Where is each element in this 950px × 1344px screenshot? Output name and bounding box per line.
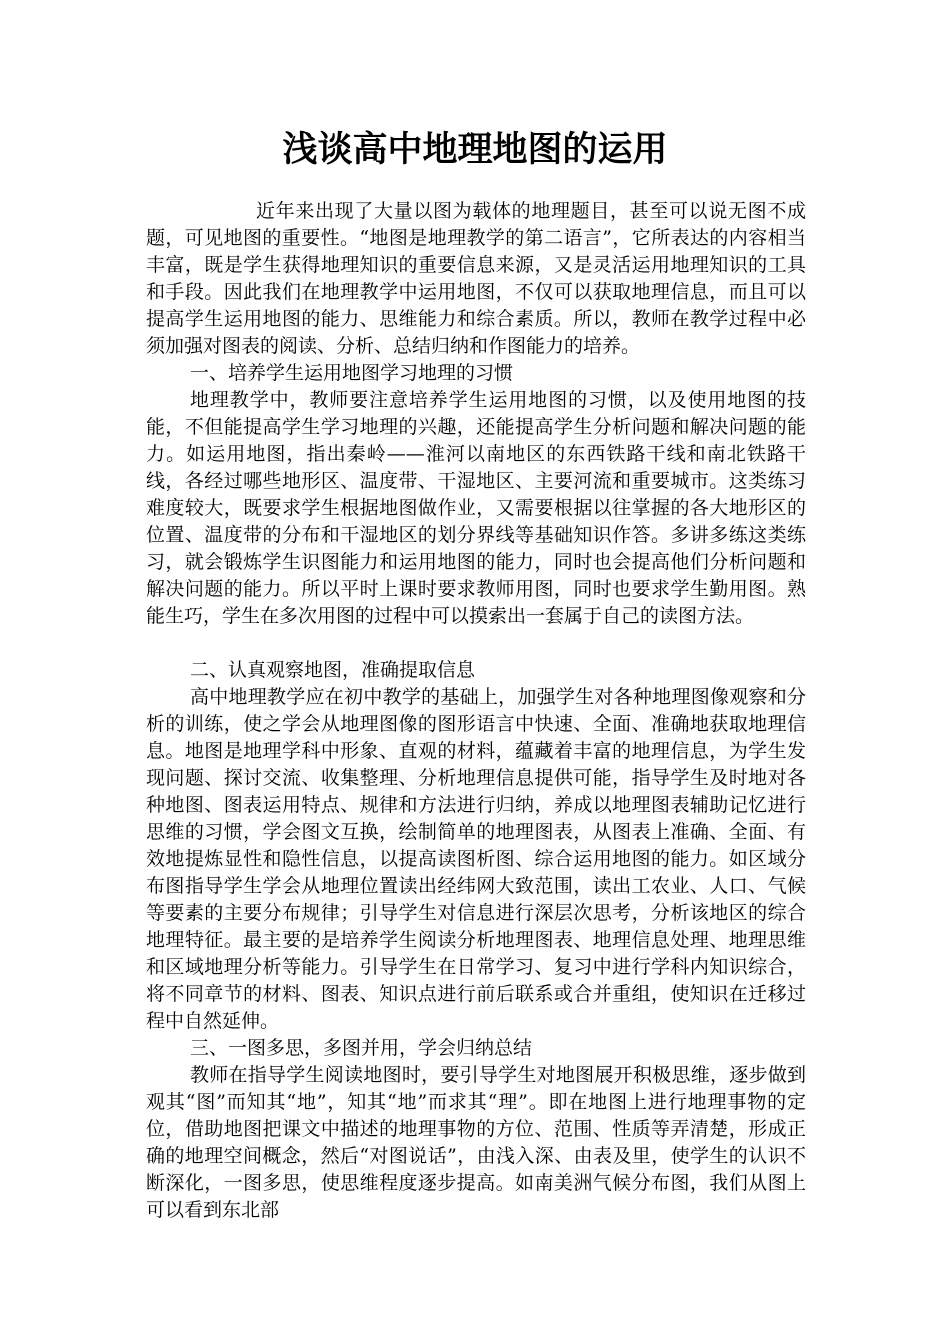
document-title: 浅谈高中地理地图的运用 bbox=[282, 129, 668, 170]
section-1-paragraph: 地理教学中，教师要注意培养学生运用地图的习惯，以及使用地图的技能，不但能提高学生学习地理的兴趣，还能提高学生分析问题和解决问题的能力。如运用地图，指出秦岭——淮河以南地区的东西铁路干线和南北铁路干线，各经过哪些地形区、温度带、干湿地区、主要河流和重要城市。这类练习难度较大，既要求学生根据地图做作业，又需要根据以往掌握的各大地形区的位置、温度带的分布和干湿地区的划分界线等基础知识作答。多讲多练这类练习，就会锻炼学生识图能力和运用地图的能力，同时也会提高他们分析问题和解决问题的能力。所以平时上课时要求教师用图，同时也要求学生勤用图。熟能生巧，学生在多次用图的过程中可以摸索出一套属于自己的读图方法。 bbox=[146, 389, 806, 627]
section-2-paragraph: 高中地理教学应在初中教学的基础上，加强学生对各种地理图像观察和分析的训练，使之学会从地理图像的图形语言中快速、全面、准确地获取地理信息。地图是地理学科中形象、直观的材料，蕴藏着丰富的地理信息，为学生发现问题、探讨交流、收集整理、分析地理信息提供可能，指导学生及时地对各种地图、图表运用特点、规律和方法进行归纳，养成以地理图表辅助记忆进行思维的习惯，学会图文互换，绘制简单的地理图表，从图表上准确、全面、有效地提炼显性和隐性信息，以提高读图析图、综合运用地图的能力。如区域分布图指导学生学会从地理位置读出经纬网大致范围，读出工农业、人口、气候等要素的主要分布规律；引导学生对信息进行深层次思考，分析该地区的综合地理特征。最主要的是培养学生阅读分析地理图表、地理信息处理、地理思维和区域地理分析等能力。引导学生在日常学习、复习中进行学科内知识综合，将不同章节的材料、图表、知识点进行前后联系或合并重组，使知识在迁移过程中自然延伸。 bbox=[146, 686, 806, 1032]
section-3-paragraph: 教师在指导学生阅读地图时，要引导学生对地图展开积极思维，逐步做到观其“图”而知其“地”，知其“地”而求其“理”。即在地图上进行地理事物的定位，借助地图把课文中描述的地理事物的方位、范围、性质等弄清楚，形成正确的地理空间概念，然后“对图说话”，由浅入深、由表及里，使学生的认识不断深化，一图多思，使思维程度逐步提高。如南美洲气候分布图，我们从图上可以看到东北部 bbox=[146, 1064, 806, 1221]
section-heading-2: 二、认真观察地图，准确提取信息 bbox=[190, 659, 476, 681]
section-heading-3: 三、一图多思，多图并用，学会归纳总结 bbox=[190, 1037, 533, 1059]
section-heading-1: 一、培养学生运用地图学习地理的习惯 bbox=[190, 362, 514, 384]
document-body bbox=[146, 198, 806, 1224]
blank-line bbox=[146, 630, 806, 657]
intro-paragraph: 近年来出现了大量以图为载体的地理题目，甚至可以说无图不成题，可见地图的重要性。“地图是地理教学的第二语言”，它所表达的内容相当丰富，既是学生获得地理知识的重要信息来源，又是灵活运用地理知识的工具和手段。因此我们在地理教学中运用地图，不仅可以获取地理信息，而且可以提高学生运用地图的能力、思维能力和综合素质。所以，教师在教学过程中必须加强对图表的阅读、分析、总结归纳和作图能力的培养。 bbox=[146, 200, 806, 357]
